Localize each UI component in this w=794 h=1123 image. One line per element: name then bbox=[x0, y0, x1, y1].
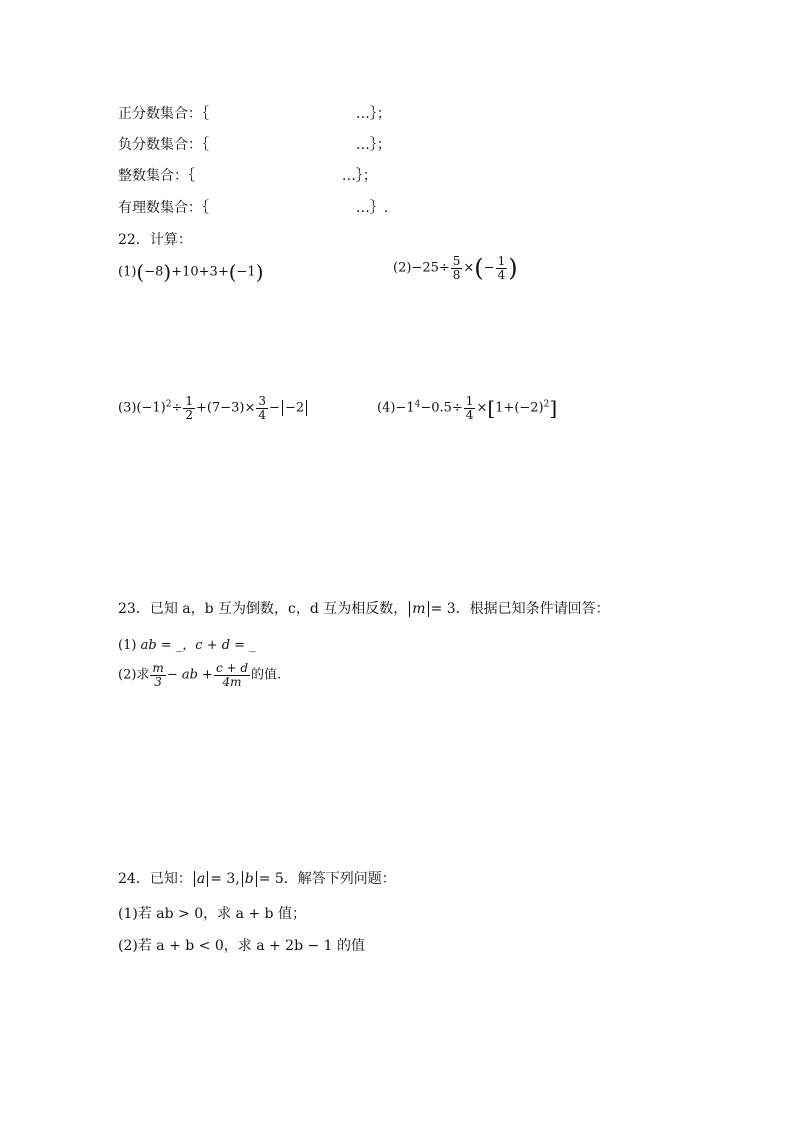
abs-bar-left bbox=[194, 871, 195, 887]
variable-b: b bbox=[244, 871, 254, 887]
expr-part: × bbox=[463, 260, 475, 276]
q23-title-tail: = 3．根据已知条件请回答： bbox=[430, 601, 610, 617]
numerator: 3 bbox=[258, 394, 267, 408]
q22-title: 22．计算： bbox=[118, 232, 192, 248]
fraction bbox=[214, 662, 250, 688]
fraction bbox=[256, 395, 268, 421]
expr-part: −0.5÷ bbox=[420, 400, 463, 416]
numerator: 5 bbox=[452, 254, 461, 268]
fraction bbox=[496, 255, 508, 281]
q24-title-text: 24．已知： bbox=[118, 871, 192, 887]
abs-bar-right bbox=[207, 871, 208, 887]
abs-bar-left bbox=[282, 400, 283, 416]
expr-part: (−1) bbox=[136, 400, 166, 416]
paren-open: ( bbox=[228, 260, 237, 284]
denominator: 4 bbox=[258, 407, 267, 422]
abs-bar-left bbox=[242, 871, 243, 887]
bracket-open: [ bbox=[487, 396, 496, 421]
numerator: 1 bbox=[465, 394, 474, 408]
numerator: 1 bbox=[185, 394, 194, 408]
expr-part: ÷ bbox=[171, 400, 183, 416]
denominator: 4 bbox=[465, 407, 474, 422]
problem-index: (3) bbox=[118, 400, 137, 416]
expr-part: 1+(−2) bbox=[495, 400, 544, 416]
q22-problem-4 bbox=[377, 395, 557, 421]
fraction bbox=[150, 662, 165, 688]
expr-part: − ab + bbox=[166, 667, 213, 683]
expr-part: − bbox=[269, 400, 280, 416]
denominator: 4m bbox=[222, 674, 242, 689]
q23-part-1-text: ab = _，c + d = _ bbox=[140, 638, 256, 653]
fraction bbox=[464, 395, 476, 421]
variable-m: m bbox=[412, 601, 426, 617]
abs-bar-left bbox=[409, 601, 410, 617]
denominator: 3 bbox=[154, 674, 162, 689]
paren-close: ) bbox=[508, 254, 518, 283]
set-end: …｝； bbox=[341, 168, 377, 184]
set-end: …｝； bbox=[355, 106, 391, 122]
exponent: 2 bbox=[543, 399, 550, 410]
variable-a: a bbox=[196, 871, 206, 887]
q23-part-1 bbox=[118, 634, 256, 653]
problem-index: (1) bbox=[118, 638, 137, 653]
set-label: 整数集合：｛ bbox=[118, 168, 195, 184]
problem-index: (1) bbox=[118, 264, 137, 280]
abs-bar-right bbox=[306, 400, 307, 416]
fraction bbox=[183, 395, 195, 421]
q24-title bbox=[118, 868, 396, 888]
expr-part: −1 bbox=[395, 400, 415, 416]
paren-open: ( bbox=[474, 254, 484, 283]
q23-title bbox=[118, 598, 610, 618]
set-label: 负分数集合：｛ bbox=[118, 137, 209, 153]
expr-part: +(7−3)× bbox=[196, 400, 256, 416]
paren-open: ( bbox=[136, 260, 145, 284]
set-end: …｝； bbox=[355, 137, 391, 153]
q23-title-text: 23．已知 a，b 互为倒数，c，d 互为相反数， bbox=[118, 601, 408, 617]
set-end: …｝. bbox=[355, 200, 389, 216]
exponent: 4 bbox=[414, 399, 421, 410]
expr-part: −8 bbox=[144, 264, 164, 280]
set-line-rational bbox=[118, 197, 388, 217]
problem-index: (4) bbox=[377, 400, 396, 416]
q23-part-2-tail: 的值. bbox=[251, 667, 282, 683]
set-label: 正分数集合：｛ bbox=[118, 106, 209, 122]
expr-part: +10+3+ bbox=[171, 264, 229, 280]
numerator: 1 bbox=[497, 254, 506, 268]
set-line-integer bbox=[118, 165, 377, 185]
set-line-positive-fraction bbox=[118, 103, 391, 123]
q22-problem-3 bbox=[118, 395, 309, 421]
abs-bar-right bbox=[256, 871, 257, 887]
exponent: 2 bbox=[165, 399, 172, 410]
paren-close: ) bbox=[163, 260, 172, 284]
q24-part-1: (1)若 ab > 0，求 a + b 值； bbox=[118, 906, 306, 922]
fraction bbox=[451, 255, 463, 281]
problem-index: (2)求 bbox=[118, 667, 150, 683]
set-label: 有理数集合：｛ bbox=[118, 200, 209, 216]
expr-part: −25÷ bbox=[411, 260, 450, 276]
numerator: m bbox=[152, 661, 164, 675]
q23-part-2 bbox=[118, 662, 281, 688]
set-line-negative-fraction bbox=[118, 134, 391, 154]
bracket-close: ] bbox=[549, 396, 558, 421]
denominator: 8 bbox=[452, 267, 461, 282]
denominator: 2 bbox=[185, 407, 194, 422]
expr-part: = 3, bbox=[210, 871, 240, 887]
q22-problem-2 bbox=[393, 255, 518, 281]
problem-index: (2) bbox=[393, 260, 412, 276]
numerator: c + d bbox=[215, 661, 249, 675]
q24-title-tail: = 5．解答下列问题： bbox=[258, 871, 396, 887]
paren-close: ) bbox=[255, 260, 264, 284]
expr-part: − bbox=[483, 260, 495, 276]
expr-part: −1 bbox=[236, 264, 256, 280]
expr-part: × bbox=[476, 400, 488, 416]
denominator: 4 bbox=[497, 267, 506, 282]
abs-bar-right bbox=[428, 601, 429, 617]
q22-problem-1 bbox=[118, 262, 264, 282]
q24-part-2: (2)若 a + b < 0，求 a + 2b − 1 的值 bbox=[118, 938, 366, 954]
expr-part: −2 bbox=[284, 400, 305, 416]
